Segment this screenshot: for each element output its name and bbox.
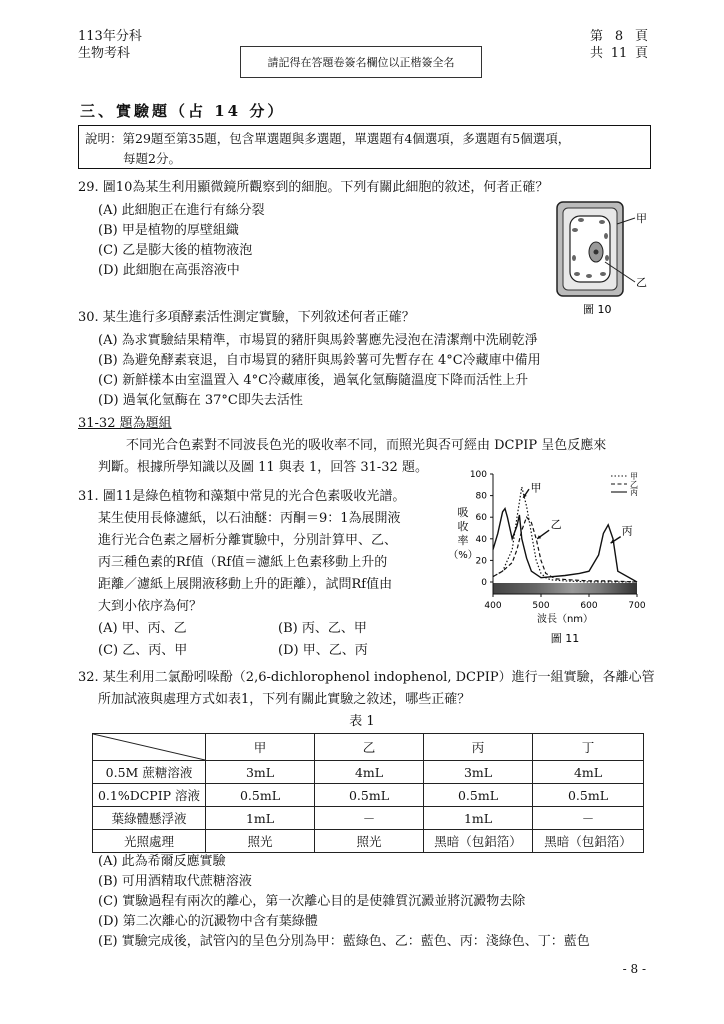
table-cell: 3mL	[206, 761, 315, 784]
table-cell: 黑暗（包鋁箔）	[533, 830, 644, 853]
table-cell: 4mL	[533, 761, 644, 784]
q29-option-d: (D) 此細胞在高張溶液中	[98, 263, 240, 278]
table-cell: 1mL	[206, 807, 315, 830]
x-axis-label: 波長（nm）	[536, 614, 594, 625]
table-row	[93, 807, 644, 830]
table-row-label: 0.5M 蔗糖溶液	[93, 761, 206, 784]
q31-stem	[78, 486, 405, 618]
figure-10-plant-cell	[555, 196, 655, 320]
table-cell: 黑暗（包鋁箔）	[424, 830, 533, 853]
y-tick-label: 20	[475, 556, 487, 567]
y-axis-label-char: 吸	[457, 506, 469, 519]
y-axis-label-char: 率	[457, 534, 469, 547]
q29-option-c: (C) 乙是膨大後的植物液泡	[98, 243, 253, 258]
table-cell: 1mL	[424, 807, 533, 830]
q31-option-d: (D) 甲、乙、丙	[278, 643, 368, 658]
table-row-label: 0.1%DCPIP 溶液	[93, 784, 206, 807]
table-cell: 照光	[206, 830, 315, 853]
instructions-line-2: 每題2分。	[123, 151, 181, 166]
y-tick-label: 100	[469, 470, 487, 480]
group-intro-2: 判斷。根據所學知識以及圖 11 與表 1，回答 31-32 題。	[98, 460, 428, 475]
exam-subject: 生物考科	[78, 46, 131, 61]
visible-spectrum-bar	[493, 583, 637, 594]
q30-stem: 30. 某生進行多項酵素活性測定實驗，下列敘述何者正確？	[78, 310, 415, 325]
figure-10-label-yi: 乙	[636, 276, 647, 289]
y-axis-label-char: 收	[457, 520, 469, 533]
annotation-bing: 丙	[621, 524, 633, 538]
x-tick-label: 600	[580, 601, 598, 611]
exam-year: 113年分科	[78, 29, 142, 44]
table-cell: 0.5mL	[533, 784, 644, 807]
table-header-row	[93, 734, 644, 761]
table-cell: 4mL	[315, 761, 424, 784]
y-axis-label-char: （%）	[448, 550, 478, 561]
table-row	[93, 784, 644, 807]
page-number: 8	[614, 29, 624, 44]
q32-stem-2: 所加試液與處理方式如表1，下列有關此實驗之敘述，哪些正確？	[98, 692, 471, 707]
figure-10-label-jia: 甲	[636, 212, 647, 225]
q30-option-a: (A) 為求實驗結果精準，市場買的豬肝與馬鈴薯應先浸泡在清潔劑中洗刷乾淨	[98, 333, 538, 348]
annotation-jia: 甲	[530, 481, 542, 495]
q32-option-e: (E) 實驗完成後，試管內的呈色分別為甲：藍綠色、乙：藍色、丙：淺綠色、丁：藍色	[98, 934, 590, 949]
section-title: 三、實驗題（占 14 分）	[80, 102, 286, 120]
y-tick-label: 80	[475, 491, 487, 502]
figure-10-caption: 圖 10	[583, 303, 612, 316]
group-intro-1: 不同光合色素對不同波長色光的吸收率不同，而照光與否可經由 DCPIP 呈色反應來	[126, 438, 607, 453]
y-tick-label: 0	[481, 578, 487, 588]
table-cell: 0.5mL	[206, 784, 315, 807]
q31-options	[98, 618, 428, 662]
table-row-label: 葉綠體懸浮液	[93, 807, 206, 830]
q32-option-c: (C) 實驗過程有兩次的離心，第一次離心目的是使雜質沉澱並將沉澱物去除	[98, 894, 526, 909]
q30-options	[98, 331, 541, 411]
page-indicator: 第 8 頁 共 11 頁	[590, 29, 649, 61]
group-title: 31-32 題為題組	[78, 416, 172, 431]
x-tick-label: 500	[532, 601, 550, 611]
table-1	[92, 733, 644, 853]
q31-line-2: 某生使用長條濾紙，以石油醚：丙酮＝9：1為展開液	[98, 511, 401, 526]
table-cell: －	[315, 807, 424, 830]
q32-options	[98, 852, 590, 952]
q31-option-a: (A) 甲、丙、乙	[98, 621, 187, 636]
page-footer: - 8 -	[622, 962, 646, 976]
q30-option-d: (D) 過氧化氫酶在 37°C即失去活性	[98, 393, 303, 408]
q32-option-d: (D) 第二次離心的沉澱物中含有葉綠體	[98, 914, 318, 929]
signature-notice-text: 請記得在答題卷簽名欄位以正楷簽全名	[267, 56, 455, 69]
x-tick-label: 400	[484, 601, 502, 611]
q31-line-5: 距離／濾紙上展開液移動上升的距離），試問Rf值由	[98, 577, 393, 592]
q29-option-a: (A) 此細胞正在進行有絲分裂	[98, 203, 265, 218]
table-cell: 3mL	[424, 761, 533, 784]
figure-11-caption: 圖 11	[550, 632, 580, 645]
table-row	[93, 830, 644, 853]
instructions-line-1: 說明：第29題至第35題，包含單選題與多選題，單選題有4個選項，多選題有5個選項，	[85, 131, 571, 146]
nucleolus	[594, 250, 599, 255]
annotation-yi: 乙	[550, 518, 562, 531]
table-col-header: 乙	[315, 734, 424, 761]
q30-option-c: (C) 新鮮樣本由室溫置入 4°C冷藏庫後，過氧化氫酶隨溫度下降而活性上升	[98, 373, 529, 388]
total-pages: 11	[610, 46, 628, 61]
table-col-header: 甲	[206, 734, 315, 761]
q30-option-b: (B) 為避免酵素衰退，自市場買的豬肝與馬鈴薯可先暫存在 4°C冷藏庫中備用	[98, 353, 541, 368]
q31-line-4: 丙三種色素的Rf值（Rf值＝濾紙上色素移動上升的	[98, 555, 388, 570]
legend-label: 甲	[630, 472, 638, 481]
y-tick-label: 40	[475, 534, 487, 545]
table-cell: －	[533, 807, 644, 830]
signature-notice	[240, 46, 482, 78]
figure-11-absorption-chart	[445, 464, 655, 654]
q29-option-b: (B) 甲是植物的厚壁組織	[98, 223, 239, 238]
series-line-甲	[493, 487, 637, 582]
q31-line-6: 大到小依序為何？	[98, 599, 203, 614]
legend-label: 乙	[630, 480, 638, 489]
table-cell: 0.5mL	[315, 784, 424, 807]
table-cell: 0.5mL	[424, 784, 533, 807]
table-row-label: 光照處理	[93, 830, 206, 853]
table-1-title: 表 1	[349, 714, 375, 729]
q31-option-c: (C) 乙、丙、甲	[98, 643, 188, 658]
table-col-header: 丙	[424, 734, 533, 761]
y-tick-label: 60	[475, 513, 487, 524]
q32-stem-1: 32. 某生利用二氯酚吲哚酚（2,6-dichlorophenol indophenol, DCPIP）進行一組實驗，各離心管	[78, 670, 655, 685]
q31-option-b: (B) 丙、乙、甲	[278, 621, 367, 636]
table-corner-cell	[93, 734, 206, 761]
table-col-header: 丁	[533, 734, 644, 761]
instructions-box	[78, 125, 651, 169]
q31-line-1: 31. 圖11是綠色植物和藻類中常見的光合色素吸收光譜。	[78, 489, 406, 504]
exam-header-left	[78, 28, 142, 62]
x-tick-label: 700	[628, 601, 646, 611]
legend-label: 丙	[630, 488, 638, 497]
q31-line-3: 進行光合色素之層析分離實驗中，分別計算甲、乙、	[98, 533, 398, 548]
q29-stem: 29. 圖10為某生利用顯微鏡所觀察到的細胞。下列有關此細胞的敘述，何者正確？	[78, 180, 549, 195]
q29-options	[98, 201, 265, 281]
table-row	[93, 761, 644, 784]
q32-option-b: (B) 可用酒精取代蔗糖溶液	[98, 874, 252, 889]
q32-option-a: (A) 此為希爾反應實驗	[98, 854, 226, 869]
series-line-丙	[493, 509, 637, 582]
series-line-乙	[493, 517, 637, 582]
table-cell: 照光	[315, 830, 424, 853]
